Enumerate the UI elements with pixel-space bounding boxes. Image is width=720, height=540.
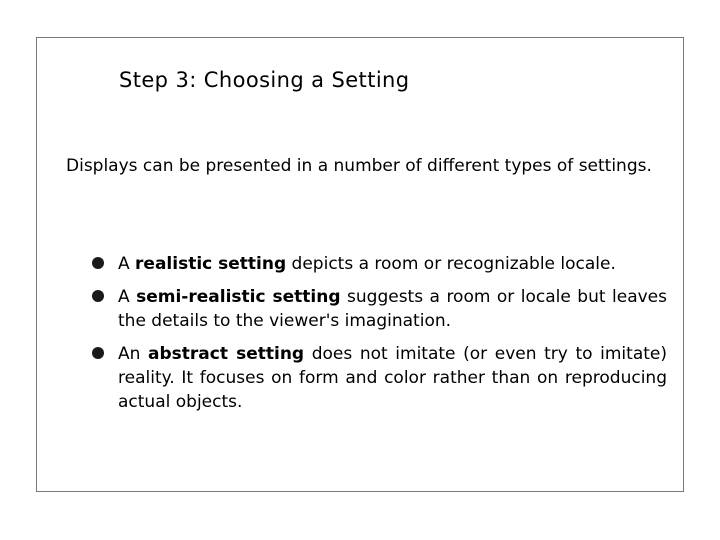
intro-paragraph: Displays can be presented in a number of different types of settings. <box>66 156 652 176</box>
bullet-rest: does not imitate (or even try to imitate) reality. It focuses on form and color rather than on reproducing actual objects. <box>118 344 667 412</box>
bullet-item-abstract <box>92 342 667 414</box>
bullet-icon <box>92 257 104 269</box>
bullet-term: semi-realistic setting <box>136 287 341 307</box>
bullet-term: abstract setting <box>148 344 305 364</box>
bullet-term: realistic setting <box>135 254 287 274</box>
bullet-rest: depicts a room or recognizable locale. <box>286 254 616 274</box>
bullet-lead: A <box>118 254 136 274</box>
bullet-lead: An <box>118 344 149 364</box>
bullet-text <box>118 254 616 274</box>
bullet-icon <box>92 347 104 359</box>
slide-title: Step 3: Choosing a Setting <box>119 68 410 92</box>
bullet-list <box>92 252 667 414</box>
bullet-rest: suggests a room or locale but leaves the details to the viewer's imagination. <box>118 287 667 331</box>
bullet-icon <box>92 290 104 302</box>
bullet-text <box>118 344 667 412</box>
bullet-item-semi-realistic <box>92 285 667 333</box>
bullet-item-realistic <box>92 252 667 276</box>
bullet-text <box>118 287 667 331</box>
bullet-lead: A <box>118 287 137 307</box>
